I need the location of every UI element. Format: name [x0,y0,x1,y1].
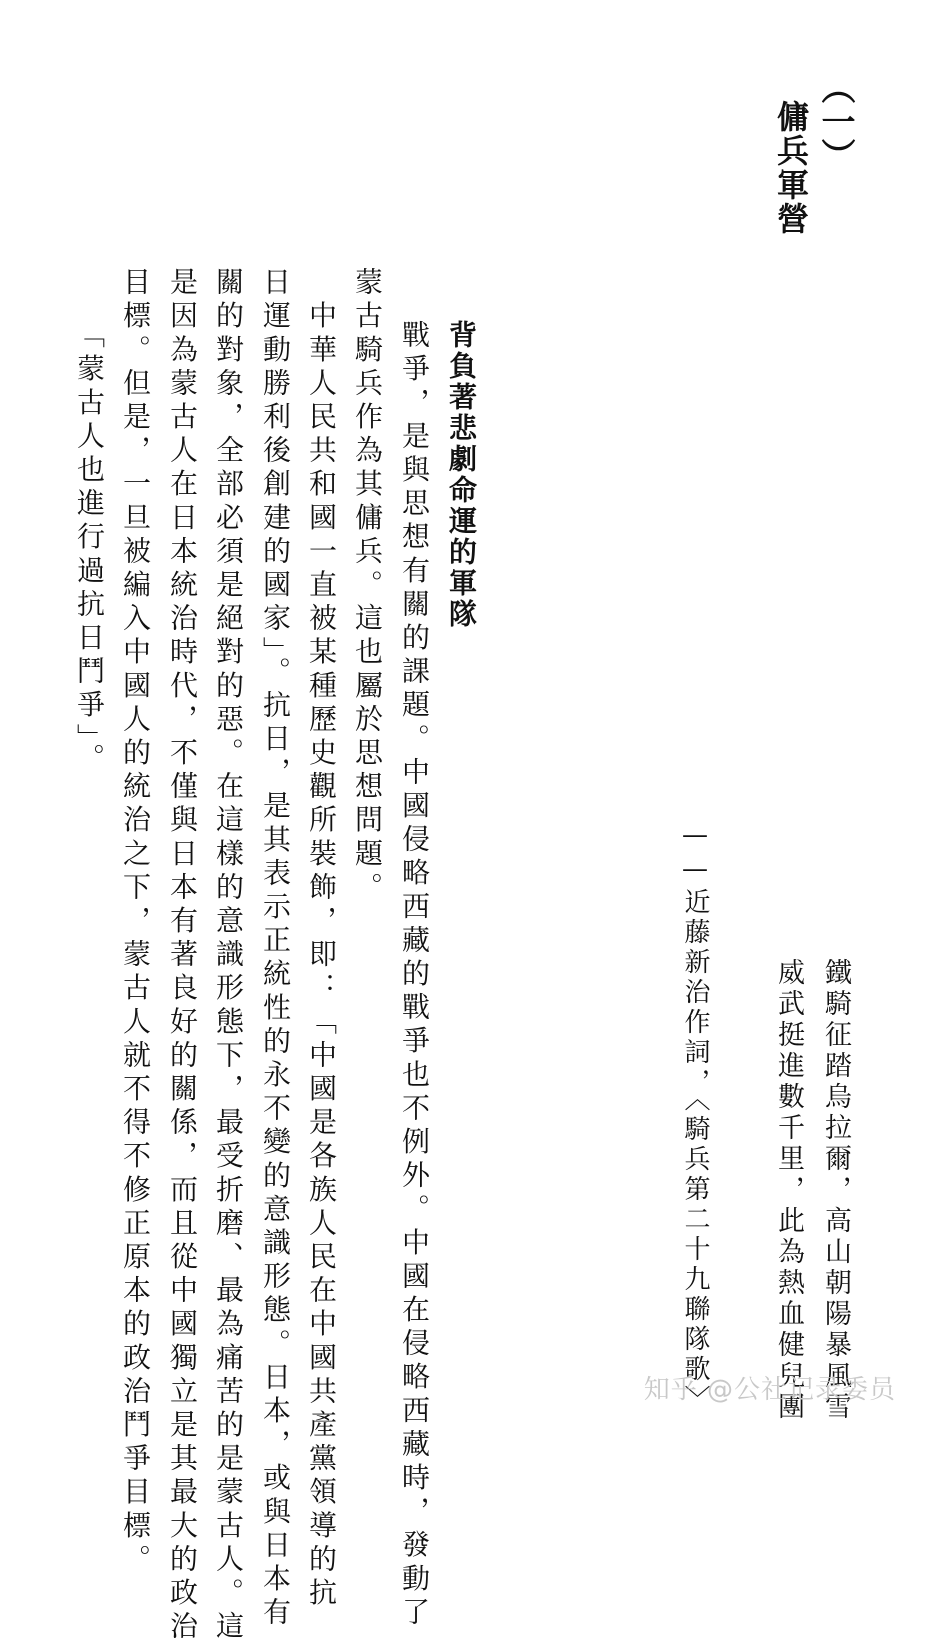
watermark: 知乎 @公社记录委员 [643,1375,896,1405]
body-line: 日運動勝利後創建的國家」。抗日，是其表示正統性的永不變的意識形態。日本，或與日本有 [259,267,292,1631]
epigraph-line: 威武挺進數千里，此為熱血健兒團 [773,958,804,1423]
chapter-number: （一） [815,70,855,172]
body-line: 戰爭，是與思想有關的課題。中國侵略西藏的戰爭也不例外。中國在侵略西藏時，發動了 [398,320,431,1631]
epigraph-attribution: ——近藤新治作詞，〈騎兵第二十九聯隊歌〉 [680,820,710,1415]
body-line: 「蒙古人也進行過抗日鬥爭」。 [73,320,106,777]
body-line: 是因為蒙古人在日本統治時代，不僅與日本有著良好的關係，而且從中國獨立是其最大的政治 [166,267,199,1645]
body-line: 目標。但是，一旦被編入中國人的統治之下，蒙古人就不得不修正原本的政治鬥爭目標。 [119,267,152,1578]
body-line: 蒙古騎兵作為其傭兵。這也屬於思想問題。 [351,267,384,906]
body-line: 關的對象，全部必須是絕對的惡。在這樣的意識形態下，最受折磨、最為痛苦的是蒙古人。這 [212,267,245,1645]
section-heading: 背負著悲劇命運的軍隊 [445,320,478,630]
body-line: 中華人民共和國一直被某種歷史觀所裝飾，即：「中國是各族人民在中國共產黨領導的抗 [305,267,338,1611]
chapter-title: 傭兵軍營 [772,100,810,236]
epigraph-line: 鐵騎征踏烏拉爾，高山朝陽暴風雪 [820,958,851,1423]
